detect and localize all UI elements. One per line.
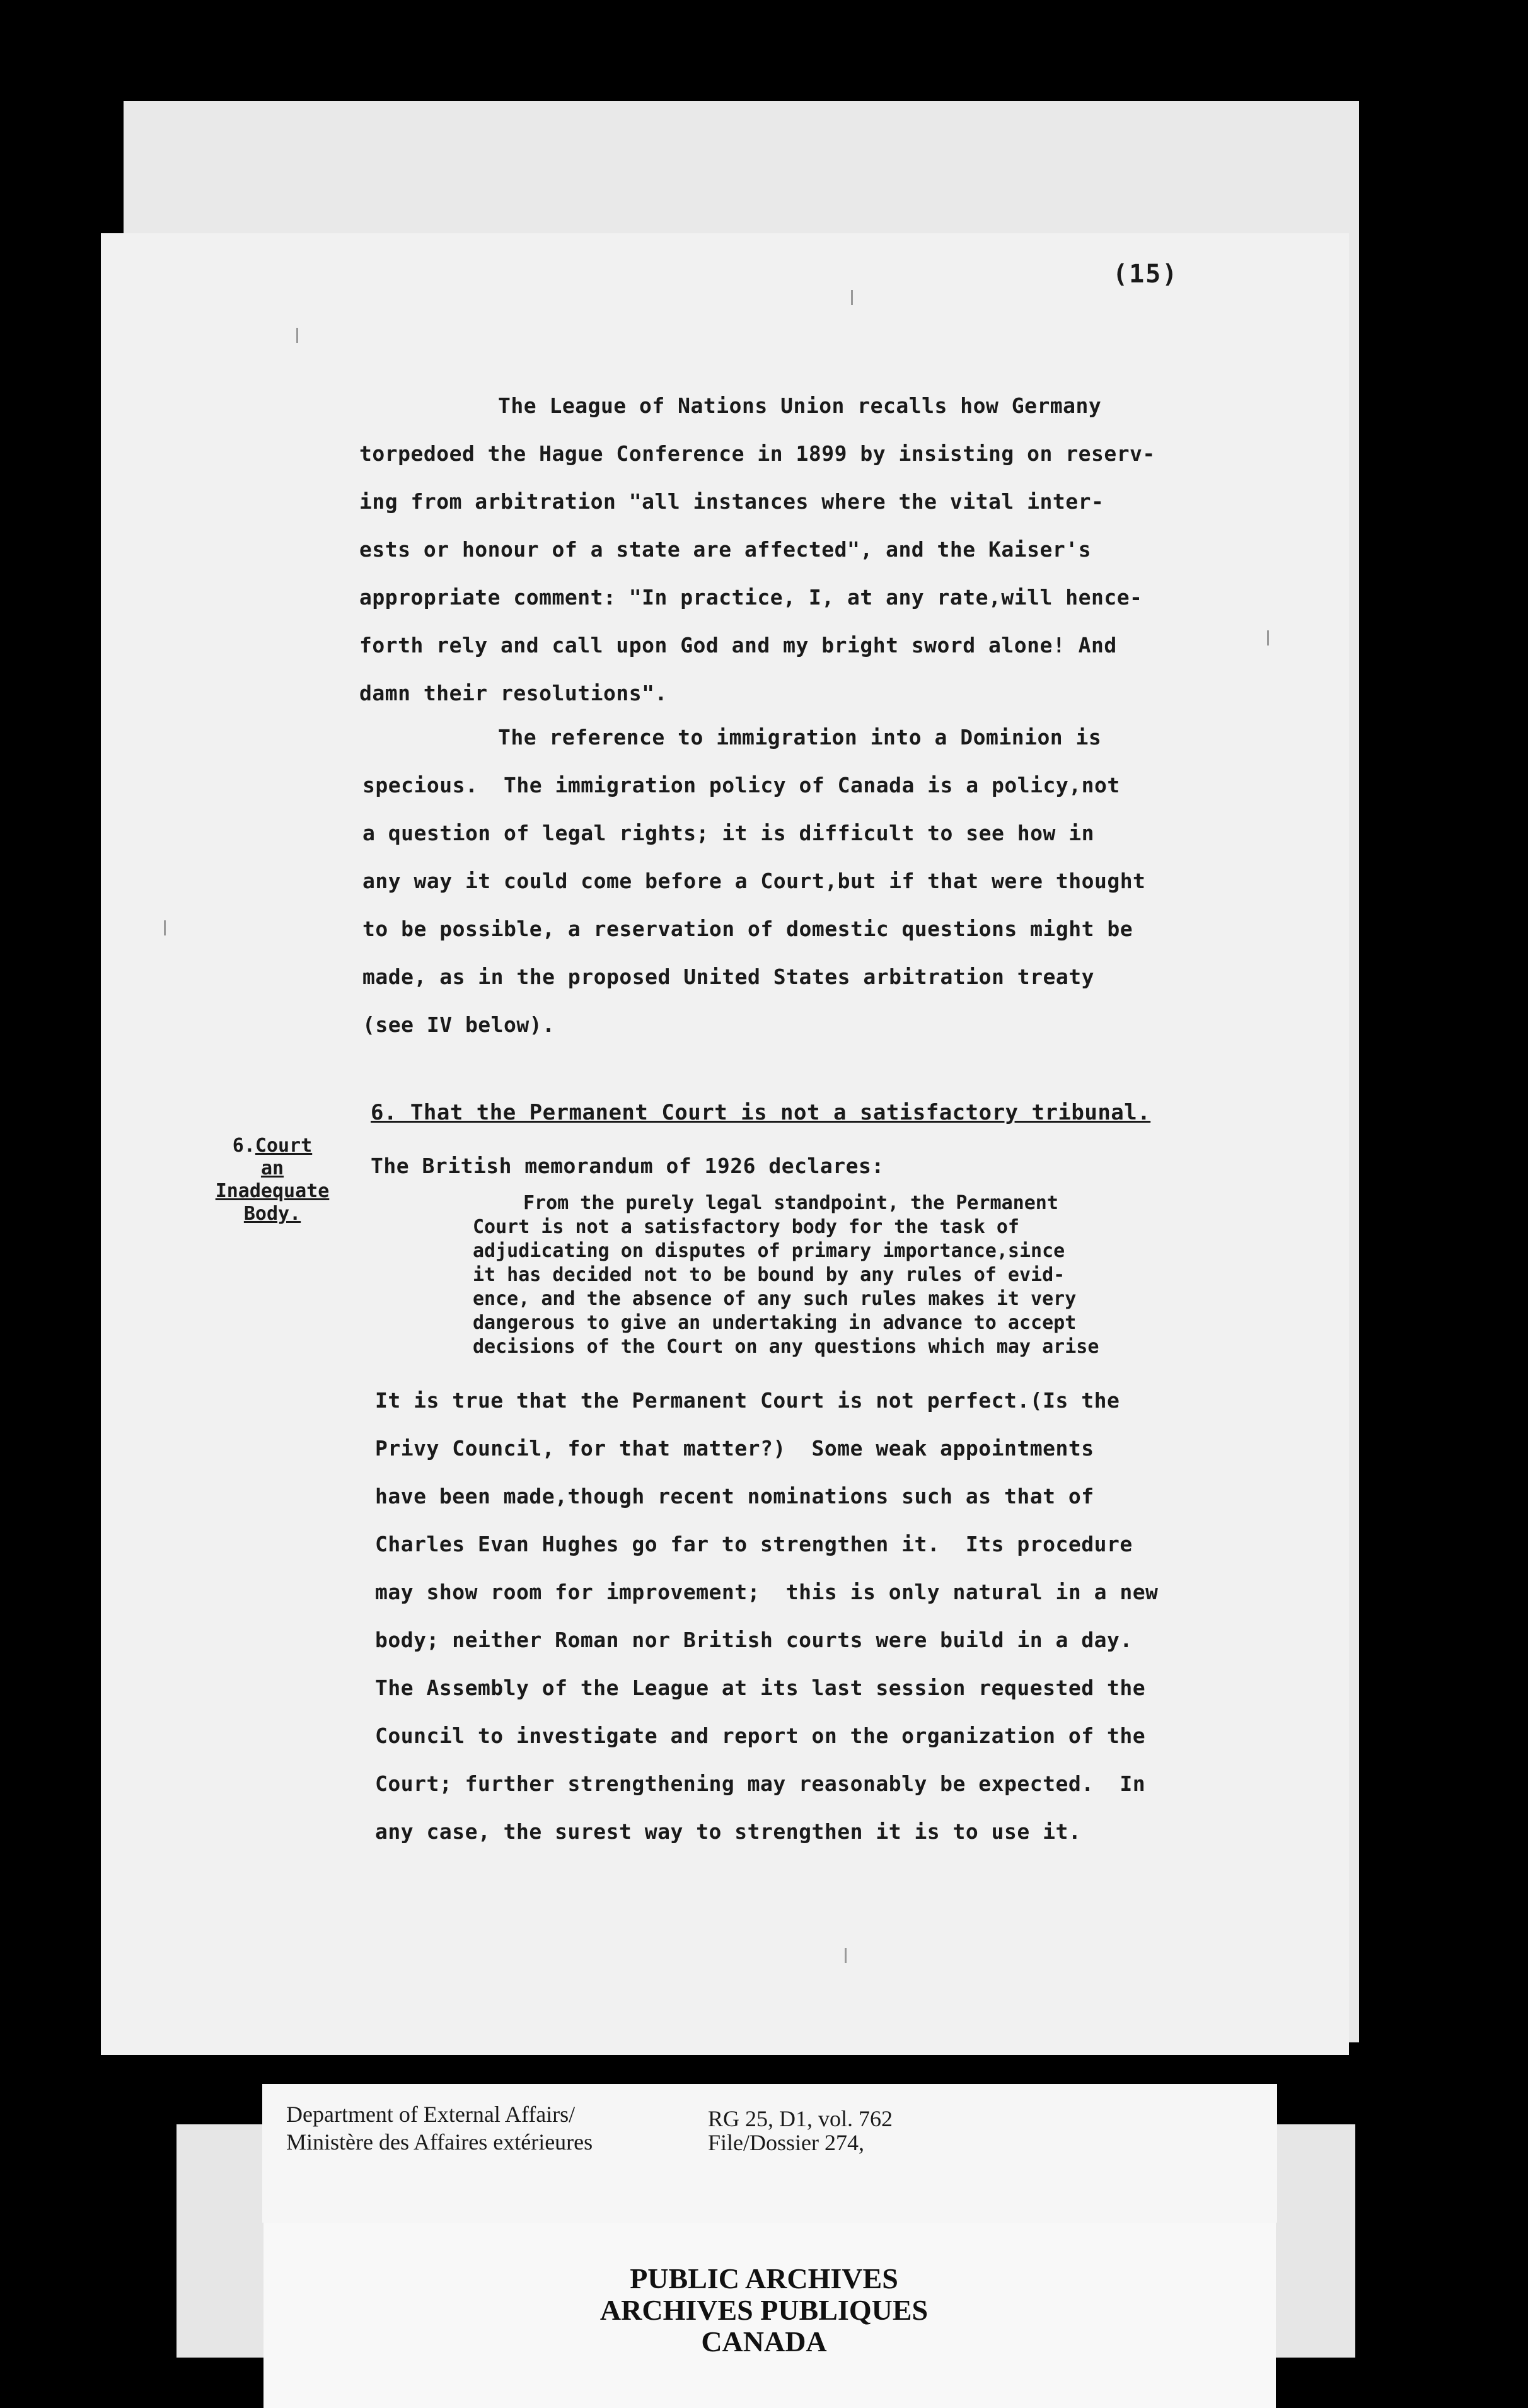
- page-number: (15): [1113, 260, 1179, 289]
- text-line: have been made,though recent nominations such as that of: [375, 1484, 1094, 1508]
- scan-speck: [845, 1948, 853, 1963]
- quote-line: Court is not a satisfactory body for the task of: [473, 1216, 1019, 1238]
- quote-line: decisions of the Court on any questions which may arise: [473, 1336, 1099, 1358]
- stamp-line: CANADA: [701, 2325, 827, 2358]
- scan-speck: [851, 290, 859, 305]
- department-french: Ministère des Affaires extérieures: [286, 2129, 593, 2155]
- stamp-line: PUBLIC ARCHIVES: [630, 2262, 898, 2295]
- scan-speck: [296, 328, 304, 343]
- margin-note-number: 6.: [232, 1135, 255, 1157]
- text-line: appropriate comment: "In practice, I, at any rate,will hence-: [359, 585, 1143, 610]
- quote-line: adjudicating on disputes of primary importance,since: [473, 1240, 1065, 1262]
- margin-note-line: Body.: [243, 1203, 301, 1225]
- text-line: The reference to immigration into a Dominion is: [498, 725, 1102, 750]
- quote-line: From the purely legal standpoint, the Permanent: [523, 1192, 1058, 1214]
- text-line: Privy Council, for that matter?) Some weak appointments: [375, 1436, 1094, 1461]
- text-line: Court; further strengthening may reasonably be expected. In: [375, 1771, 1146, 1796]
- text-line: a question of legal rights; it is difficult to see how in: [362, 821, 1094, 845]
- text-line: any case, the surest way to strengthen it is to use it.: [375, 1819, 1082, 1844]
- text-line: specious. The immigration policy of Canada is a policy,not: [362, 773, 1120, 797]
- quote-line: it has decided not to be bound by any rules of evid-: [473, 1264, 1065, 1286]
- text-line: forth rely and call upon God and my bright sword alone! And: [359, 633, 1117, 657]
- text-line: any way it could come before a Court,but if that were thought: [362, 869, 1146, 893]
- text-line: ests or honour of a state are affected", and the Kaiser's: [359, 537, 1091, 562]
- margin-note-line: an: [260, 1157, 284, 1179]
- text-line: damn their resolutions".: [359, 681, 668, 705]
- section-heading: 6. That the Permanent Court is not a satisfactory tribunal.: [371, 1100, 1151, 1125]
- memorandum-intro: The British memorandum of 1926 declares:: [371, 1154, 884, 1178]
- department-english: Department of External Affairs/: [286, 2102, 576, 2127]
- quote-line: dangerous to give an undertaking in advance to accept: [473, 1312, 1077, 1334]
- text-line: body; neither Roman nor British courts were build in a day.: [375, 1628, 1133, 1652]
- stamp-line: ARCHIVES PUBLIQUES: [599, 2294, 929, 2326]
- department-names: [286, 2100, 593, 2156]
- archive-reference-label: [262, 2084, 1277, 2223]
- text-line: The Assembly of the League at its last session requested the: [375, 1676, 1146, 1700]
- text-line: The League of Nations Union recalls how Germany: [498, 393, 1102, 418]
- text-line: Council to investigate and report on the organization of the: [375, 1723, 1146, 1748]
- text-line: (see IV below).: [362, 1012, 555, 1037]
- quote-line: ence, and the absence of any such rules makes it very: [473, 1288, 1077, 1310]
- file-reference: [708, 2107, 893, 2155]
- text-line: to be possible, a reservation of domestic questions might be: [362, 917, 1133, 941]
- file-dossier-number: File/Dossier 274,: [708, 2130, 864, 2155]
- public-archives-stamp: [0, 2263, 1528, 2358]
- text-line: It is true that the Permanent Court is not perfect.(Is the: [375, 1388, 1120, 1413]
- text-line: ing from arbitration "all instances where the vital inter-: [359, 489, 1104, 514]
- margin-note-line: Court: [255, 1135, 313, 1157]
- scan-speck: [1267, 630, 1275, 645]
- scan-speck: [164, 920, 172, 935]
- text-line: made, as in the proposed United States arbitration treaty: [362, 964, 1094, 989]
- record-group-reference: RG 25, D1, vol. 762: [708, 2106, 893, 2131]
- margin-note: [190, 1135, 354, 1225]
- text-line: may show room for improvement; this is only natural in a new: [375, 1580, 1159, 1604]
- margin-note-line: Inadequate: [215, 1180, 330, 1202]
- text-line: torpedoed the Hague Conference in 1899 by insisting on reserv-: [359, 441, 1155, 466]
- text-line: Charles Evan Hughes go far to strengthen it. Its procedure: [375, 1532, 1133, 1556]
